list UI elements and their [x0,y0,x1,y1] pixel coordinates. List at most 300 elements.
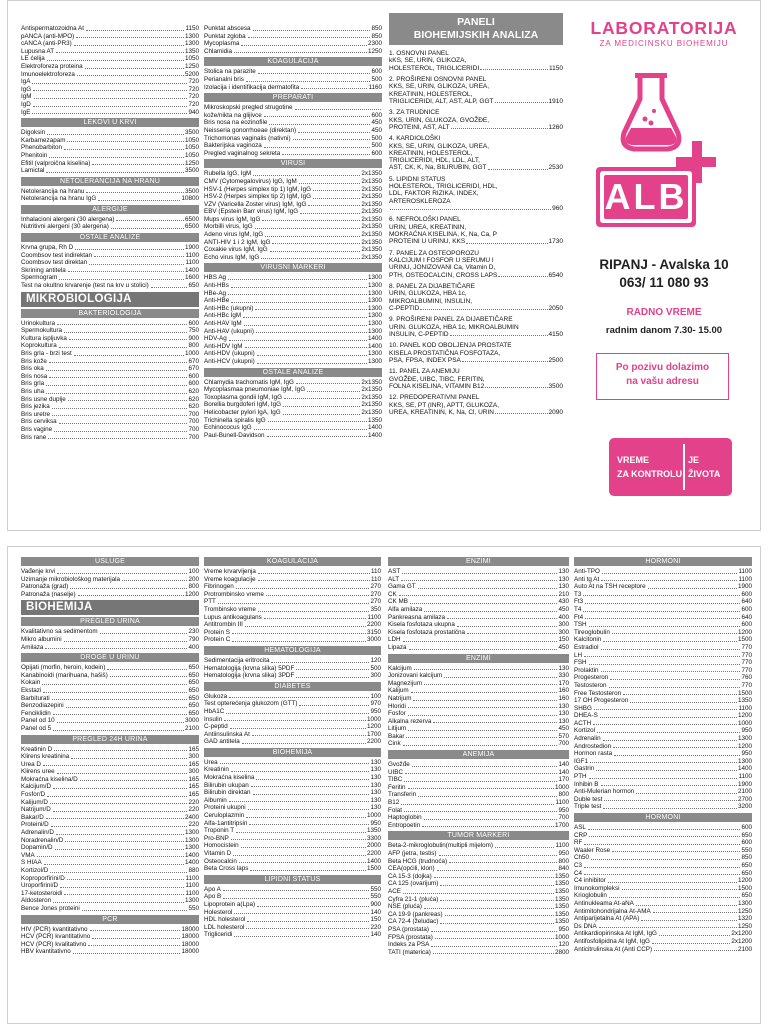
price-row [204,716,381,724]
test-price: 650 [188,694,199,702]
test-name: HCV (PCR) kvantitativno [21,933,91,941]
p1-column-2 [204,25,382,439]
test-price: 550 [741,846,752,854]
price-row [204,358,382,366]
dot-leader [33,86,187,92]
dot-leader [612,847,740,853]
dot-leader [46,388,187,394]
dot-leader [52,403,188,409]
test-name: Anti-HBs [204,282,229,290]
price-row [574,735,752,743]
price-row [574,946,752,954]
test-name: Free Testosteron [574,689,622,697]
p2-list-diabetes [204,693,381,746]
price-row [21,717,199,725]
dot-leader [409,644,558,650]
panel-price: 960 [552,205,563,213]
price-row [21,388,199,396]
test-name: Uzimanje mikrobiološkog materijala [21,575,121,583]
price-row [388,740,569,748]
dot-leader [53,725,184,731]
panel-price-line [389,383,563,390]
test-name: Echo virus IgM, IgG [204,253,260,261]
p2-column-2 [204,555,381,939]
price-row [574,847,752,855]
price-row [204,893,381,901]
test-name: Anti tg At [574,575,600,583]
test-price: 2800 [554,948,569,956]
test-name: Jonizovani kalcijum [388,672,443,680]
dot-leader [437,865,558,871]
price-row [574,870,752,878]
test-name: Pro-BNP [204,834,229,842]
dot-leader [264,614,367,620]
test-price: 500 [371,75,382,83]
test-price: 3200 [737,803,752,811]
test-price: 130 [370,804,381,812]
dot-leader [107,664,187,670]
panel-title: 6. NEFROLOŠKI PANEL [389,216,461,224]
test-price: 570 [558,732,569,740]
test-price: 1350 [184,47,199,55]
price-row [21,380,199,388]
price-row [574,720,752,728]
dot-leader [236,827,366,833]
test-name: Litijum [388,725,407,733]
price-row [204,782,381,790]
dot-leader [232,629,366,635]
test-price: 1350 [737,697,752,705]
p2-list-services [21,568,199,598]
test-name: Lupus antikoagulans [204,613,262,621]
price-row [388,858,569,866]
price-row [21,852,199,860]
dot-leader [241,40,367,46]
price-row [204,297,382,305]
price-row [21,320,199,328]
test-name: Vreme koagulacije [204,575,256,583]
dot-leader [64,890,184,896]
test-price: 10800 [181,195,199,203]
price-row [574,705,752,713]
test-name: HSV-2 (Herpes simplex tip 2) IgM, IgG [204,193,312,201]
test-name: pANCA (anti-MPO) [21,32,75,40]
price-row [21,761,199,769]
dot-leader [94,252,184,258]
dot-leader [256,774,369,780]
p1-list-viral-markers [204,274,382,365]
test-price: 970 [370,700,381,708]
section-header: PCR [21,915,199,924]
panel-price: 4150 [548,330,563,338]
test-price: 450 [371,119,382,127]
test-price: 130 [558,710,569,718]
section-header: KOAGULACIJA [204,57,382,66]
price-row [21,679,199,687]
price-row [21,867,199,875]
test-price: 950 [558,925,569,933]
dot-leader [418,791,557,797]
dot-leader [67,137,184,143]
test-name: HIV (PCR) kvantitativno [21,925,88,933]
dot-leader [264,112,371,118]
section-header: BAKTERIOLOGIJA [21,309,199,318]
test-price: 650 [188,282,199,290]
dot-leader [70,583,187,589]
dot-leader [228,274,367,280]
price-row [21,644,199,652]
test-price: 130 [370,766,381,774]
price-row [574,824,752,832]
dot-leader [223,893,369,899]
test-price: 140 [370,908,381,916]
test-price: 950 [370,707,381,715]
test-price: 130 [558,575,569,583]
test-name: Nutritivni alergeni (30 alergena) [21,223,109,231]
dot-leader [588,824,741,830]
test-price: 600 [188,319,199,327]
test-price: 130 [558,702,569,710]
panel-line: KKS, SE, PT (INR), APTT, GLUKOZA, [389,401,500,409]
test-name: SHBG [574,704,592,712]
dot-leader [243,312,367,318]
test-price: 2100 [737,788,752,796]
price-row [388,591,569,599]
p2-list-lipids [204,886,381,939]
test-price: 400 [558,613,569,621]
test-price: 2x1350 [361,200,382,208]
dot-leader [74,350,184,356]
test-name: C4 [574,869,583,877]
dot-leader [248,33,371,39]
price-row [388,807,569,815]
test-price: 1050 [184,136,199,144]
price-row [574,832,752,840]
panel-title: 11. PANEL ZA ANEMIJU [389,368,460,376]
test-price: 770 [741,659,752,667]
dot-leader [299,700,369,706]
dot-leader [48,434,187,440]
price-row [204,254,382,262]
test-name: Amilaza [21,643,44,651]
dot-leader [313,186,360,192]
test-name: Pankreasna amilaza [388,613,446,621]
test-price: 1900 [737,780,752,788]
price-row [388,941,569,949]
price-row [204,343,382,351]
panel-item [389,316,563,338]
price-row [388,629,569,637]
dot-leader [596,765,737,771]
test-price: 600 [741,605,752,613]
test-name: Spermokultura [21,327,62,335]
panel-line: INSULIN, C-PEPTID [389,330,449,338]
section-header: BIOHEMIJA [204,748,381,757]
test-name: Urinokultura [21,319,55,327]
test-price: 220 [188,806,199,814]
slogan-text: JE [688,455,700,465]
test-price: 450 [558,605,569,613]
dot-leader [404,776,557,782]
dot-leader [92,160,184,166]
price-row [204,850,381,858]
test-name: Chlamidia [204,47,232,55]
test-price: 600 [188,380,199,388]
test-price: 720 [188,100,199,108]
test-price: 1400 [737,765,752,773]
test-price: 1500 [737,884,752,892]
section-header: PREGLED URINA [21,617,199,626]
dot-leader [424,680,558,686]
price-row [21,167,199,175]
test-price: 150 [370,916,381,924]
dot-leader [406,733,557,739]
test-price: 650 [741,892,752,900]
test-name: Toxoplasma gondii IgM, IgG [204,393,283,401]
dot-leader [92,933,180,939]
test-price: 1300 [367,289,382,297]
section-header: DROGE U URINU [21,653,199,662]
test-name: Trichinella spiralis IgG [204,416,266,424]
test-name: CA 72-4 (želudac) [388,918,439,926]
price-row [21,137,199,145]
test-name: Anti-HDV IgM [204,342,243,350]
panel-line: UREA, KREATININ, K, Na, Cl, URIN [389,408,494,416]
test-price: 650 [188,679,199,687]
dot-leader [258,606,370,612]
price-row [21,244,199,252]
test-price: 1250 [737,907,752,915]
dot-leader [111,223,184,229]
test-price: 3500 [184,187,199,195]
dot-leader [231,282,367,288]
price-row [204,216,382,224]
test-name: Echinococus IgG [204,424,252,432]
test-price: 130 [558,664,569,672]
test-price: 270 [370,590,381,598]
panel-line: KALCIJUM I FOSFOR U SERUMU I [389,256,494,264]
price-row [204,708,381,716]
section-header: OSTALE ANALIZE [204,368,382,377]
dot-leader [122,576,187,582]
price-row [204,201,382,209]
test-price: 760 [741,674,752,682]
test-name: Bris rane [21,433,47,441]
price-row [21,252,199,260]
price-row [388,703,569,711]
test-name: T3 [574,590,582,598]
test-price: 300 [188,753,199,761]
lab-name: LABORATORIJA [590,18,738,38]
dot-leader [249,820,369,826]
panel-price: 2500 [548,356,563,364]
test-price: 110 [370,568,381,575]
dot-leader [231,766,370,772]
test-price: 5200 [184,70,199,78]
test-name: Aldosteron [21,897,52,905]
test-name: RF [574,839,583,847]
panel-line: MOKRAĆNA KISELINA, K, Na, Ca, P [389,231,498,238]
test-price: 1300 [184,829,199,837]
price-row [204,76,382,84]
price-row [574,644,752,652]
dot-leader [78,591,184,597]
dot-leader [53,897,184,903]
dot-leader [74,40,184,46]
price-row [21,926,199,934]
price-row [21,628,199,636]
category-title: BIOHEMIJA [21,600,199,615]
test-price: 650 [188,664,199,672]
test-name: CK [388,590,397,598]
panel-title: 2. PROŠIRENI OSNOVNI PANEL [389,75,487,83]
panel-price-line [389,238,563,245]
price-row [204,305,382,313]
test-name: HBe-Ag [204,289,227,297]
price-row [388,822,569,830]
dot-leader [418,583,558,589]
p2-column-1 [21,555,199,956]
panel-line: KREATININ, HOLESTEROL, [389,149,473,157]
test-price: 1700 [554,821,569,829]
test-price: 720 [188,85,199,93]
panel-item [389,283,563,312]
panel-line: ARTEROSKLEROZA [389,197,451,205]
test-price: 170 [558,679,569,687]
callout-line: na vašu adresu [626,376,699,387]
test-price: 500 [370,664,381,672]
test-name: Hematologija (krvna slika) 5PDF [204,664,295,672]
dot-leader [57,320,188,326]
test-price: 1300 [737,899,752,907]
dot-leader [601,667,741,673]
price-row [204,409,382,417]
test-price: 1350 [366,827,381,835]
test-price: 2x1350 [361,386,382,394]
price-row [204,68,382,76]
dot-leader [228,290,367,296]
test-name: Androstedion [574,742,612,750]
test-price: 150 [558,636,569,644]
test-price: 1300 [367,327,382,335]
test-price: 950 [558,850,569,857]
test-price: 1200 [737,628,752,636]
price-row [574,583,752,591]
dot-leader [300,208,360,214]
test-name: Adrenalin/D [21,829,54,837]
test-name: Mikro albumini [21,635,62,643]
test-name: Alfa-1antitripsin [204,819,248,827]
test-price: 1350 [554,903,569,911]
price-row [574,727,752,735]
price-row [21,426,199,434]
price-row [21,821,199,829]
price-row [21,568,199,576]
price-row [21,783,199,791]
test-name: Elektroforeza proteina [21,62,83,70]
price-row [574,621,752,629]
price-row [204,693,381,701]
test-name: Holesterol [204,908,233,916]
dot-leader [256,328,367,334]
dot-leader [264,142,371,148]
p2-list-coagulation [204,568,381,644]
test-price: 2000 [366,842,381,850]
test-name: Ds DNA [574,922,597,930]
dot-leader [258,568,370,574]
price-row [204,401,382,409]
panel-line: KISELA PROSTATIČNA FOSFOTAZA, [389,349,501,357]
price-row [21,358,199,366]
test-name: Bris oka [21,365,44,373]
test-price: 230 [188,628,199,636]
price-row [21,144,199,152]
test-price: 1200 [737,712,752,720]
dot-leader [116,216,184,222]
test-price: 1300 [367,282,382,290]
test-price: 1500 [737,689,752,697]
test-price: 1400 [184,266,199,274]
test-price: 650 [188,686,199,694]
panel-price: 1730 [548,238,563,246]
test-price: 1100 [738,704,752,712]
test-price: 700 [188,433,199,441]
test-name: Izolacija i identifikacija dermatofita [204,83,300,91]
test-name: Punktat abscesa [204,25,251,32]
dot-leader [597,727,740,733]
price-row [21,687,199,695]
dot-leader [480,65,548,70]
test-price: 130 [370,758,381,766]
panel-price-line [389,357,563,364]
test-price: 1350 [554,910,569,918]
price-row [574,803,752,811]
test-name: Sedimentacija eritrocita [204,656,270,664]
test-price: 1700 [366,730,381,738]
test-name: Bris kože [21,357,47,365]
panel-price: 2530 [548,164,563,172]
test-price: 550 [188,904,199,912]
test-price: 600 [741,839,752,847]
dot-leader [408,710,558,716]
price-row [204,40,382,48]
test-price: 130 [370,774,381,782]
price-row [388,934,569,942]
test-name: FSH [574,659,587,667]
price-row [21,195,199,203]
test-name: AST [388,568,401,575]
dot-leader [584,862,740,868]
test-price: 550 [370,885,381,893]
price-row [388,576,569,584]
dot-leader [46,814,184,820]
dot-leader [55,844,184,850]
test-name: Coombsov test direktan [21,259,88,267]
test-name: Kreatinin [204,766,229,774]
dot-leader [652,938,730,944]
test-name: Rubella IgG, IgM [204,170,252,178]
dot-leader [602,568,738,574]
dot-leader [434,873,554,879]
dot-leader [46,365,188,371]
dot-leader [601,781,737,787]
test-price: 950 [741,727,752,735]
slogan-divider [683,444,685,490]
test-price: 2x1350 [361,393,382,401]
dot-leader [630,697,737,703]
section-header: VIRUSI [204,159,382,168]
dot-leader [246,924,369,930]
